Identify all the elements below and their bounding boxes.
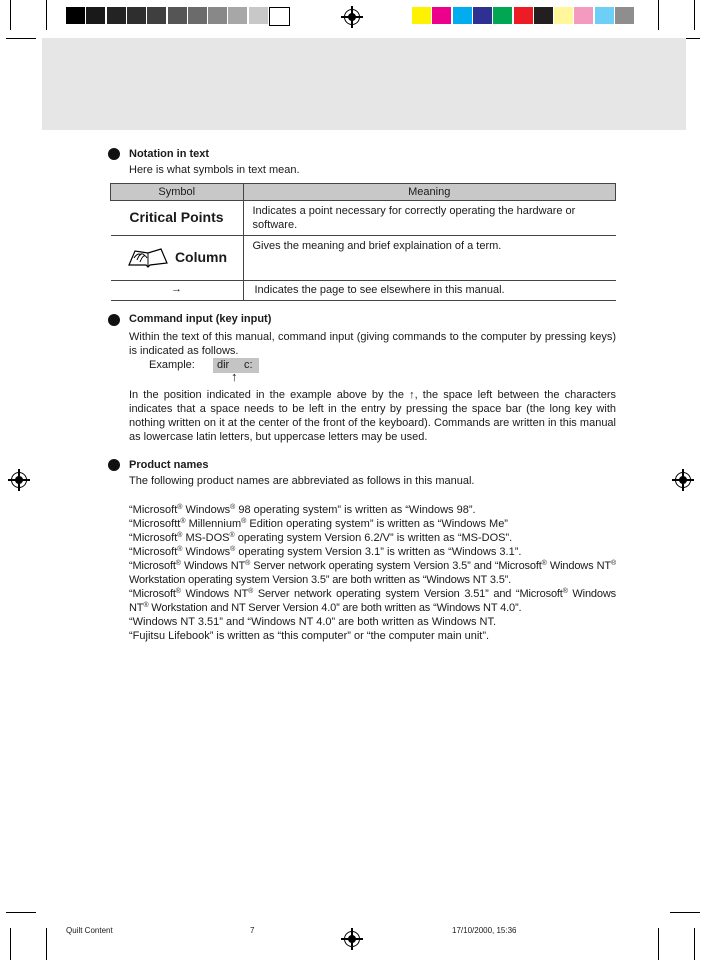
command-text: dir bbox=[217, 359, 230, 371]
color-swatch bbox=[249, 7, 268, 24]
crop-mark bbox=[46, 0, 47, 30]
color-swatch bbox=[188, 7, 207, 24]
symbol-table bbox=[110, 183, 616, 301]
column-symbol: Column bbox=[174, 249, 228, 265]
color-swatch bbox=[514, 7, 533, 24]
paragraph: Within the text of this manual, command input (giving commands to the computer by pressing keys) is indicated as follows. bbox=[129, 331, 616, 357]
color-swatch bbox=[107, 7, 126, 24]
arrow-symbol: → bbox=[111, 281, 244, 301]
footer-timestamp: 17/10/2000, 15:36 bbox=[452, 926, 517, 935]
crop-mark bbox=[46, 928, 47, 960]
color-swatch bbox=[595, 7, 614, 24]
meaning-cell: Indicates a point necessary for correctly operating the hardware or software. bbox=[243, 201, 616, 236]
crop-mark bbox=[670, 912, 700, 913]
section-heading: Notation in text bbox=[129, 148, 210, 160]
table-header-symbol: Symbol bbox=[111, 184, 244, 201]
color-swatch bbox=[574, 7, 593, 24]
crop-mark bbox=[658, 0, 659, 30]
product-line: “Microsoft® Windows® operating system Version 3.1” is written as “Windows 3.1”. bbox=[129, 546, 522, 558]
color-swatch bbox=[86, 7, 105, 24]
crop-mark bbox=[694, 928, 695, 960]
product-line: “Microsoft® Windows NT® Server network operating system Version 3.5” and “Microsoft® Windows NT® Workstation operating system Version 3.5” are both written as “Windows NT 3.5”. bbox=[129, 560, 617, 586]
bullet-icon bbox=[108, 148, 120, 160]
product-line: “Microsoft® Windows NT® Server network operating system Version 3.51” and “Microsoft® Windows NT® Workstation and NT Server Version 4.0” are both written as “Windows NT 4.0”. bbox=[129, 588, 616, 614]
color-swatch bbox=[615, 7, 634, 24]
color-swatch bbox=[554, 7, 573, 24]
meaning-cell: Gives the meaning and brief explaination of a term. bbox=[243, 236, 616, 281]
color-swatch bbox=[208, 7, 227, 24]
footer-filename: Quilt Content bbox=[66, 926, 113, 935]
color-swatch bbox=[66, 7, 85, 24]
header-band bbox=[42, 38, 686, 130]
registration-mark-icon bbox=[341, 928, 363, 950]
color-swatch bbox=[228, 7, 247, 24]
example-label: Example: bbox=[149, 359, 195, 371]
section-heading: Product names bbox=[129, 459, 209, 471]
table-row bbox=[111, 236, 616, 281]
footer-page-number: 7 bbox=[250, 926, 255, 935]
product-line: “Fujitsu Lifebook” is written as “this computer” or “the computer main unit”. bbox=[129, 630, 490, 642]
crop-mark bbox=[6, 38, 36, 39]
crop-mark bbox=[6, 912, 36, 913]
section-intro: Here is what symbols in text mean. bbox=[129, 164, 300, 176]
critical-points-symbol: Critical Points bbox=[129, 209, 224, 225]
registration-mark-icon bbox=[341, 6, 363, 28]
table-header-meaning: Meaning bbox=[243, 184, 616, 201]
color-swatch bbox=[269, 7, 290, 26]
color-swatch bbox=[127, 7, 146, 24]
color-swatch bbox=[412, 7, 431, 24]
registration-mark-icon bbox=[672, 469, 694, 491]
open-book-icon bbox=[126, 246, 170, 268]
color-swatch bbox=[432, 7, 451, 24]
product-line: “Microsoftt® Millennium® Edition operating system” is written as “Windows Me” bbox=[129, 518, 508, 530]
paragraph: In the position indicated in the example above by the ↑, the space left between the characters indicates that a space needs to be left in the entry by pressing the space bar (the long key with nothing written on it at the center of the front of the keyboard). Commands are written in this manual as lowercase latin letters, but uppercase letters may be used. bbox=[129, 389, 616, 443]
command-text: c: bbox=[244, 359, 253, 371]
bullet-icon bbox=[108, 459, 120, 471]
color-swatch bbox=[168, 7, 187, 24]
section-heading: Command input (key input) bbox=[129, 313, 272, 325]
product-line: “Microsoft® MS-DOS® operating system Version 6.2/V” is written as “MS-DOS”. bbox=[129, 532, 513, 544]
color-swatch bbox=[147, 7, 166, 24]
section-intro: The following product names are abbreviated as follows in this manual. bbox=[129, 475, 475, 487]
color-swatch bbox=[534, 7, 553, 24]
crop-mark bbox=[658, 928, 659, 960]
crop-mark bbox=[10, 0, 11, 30]
product-line: “Windows NT 3.51” and “Windows NT 4.0” are both written as Windows NT. bbox=[129, 616, 497, 628]
color-swatch bbox=[473, 7, 492, 24]
color-swatch bbox=[493, 7, 512, 24]
table-row bbox=[111, 201, 616, 236]
crop-mark bbox=[694, 0, 695, 30]
product-line: “Microsoft® Windows® 98 operating system” is written as “Windows 98”. bbox=[129, 504, 476, 516]
bullet-icon bbox=[108, 314, 120, 326]
registration-mark-icon bbox=[8, 469, 30, 491]
color-swatch bbox=[453, 7, 472, 24]
crop-mark bbox=[10, 928, 11, 960]
table-row bbox=[111, 281, 616, 301]
up-arrow-icon: ↑ bbox=[231, 369, 238, 384]
meaning-cell: Indicates the page to see elsewhere in this manual. bbox=[243, 281, 616, 301]
